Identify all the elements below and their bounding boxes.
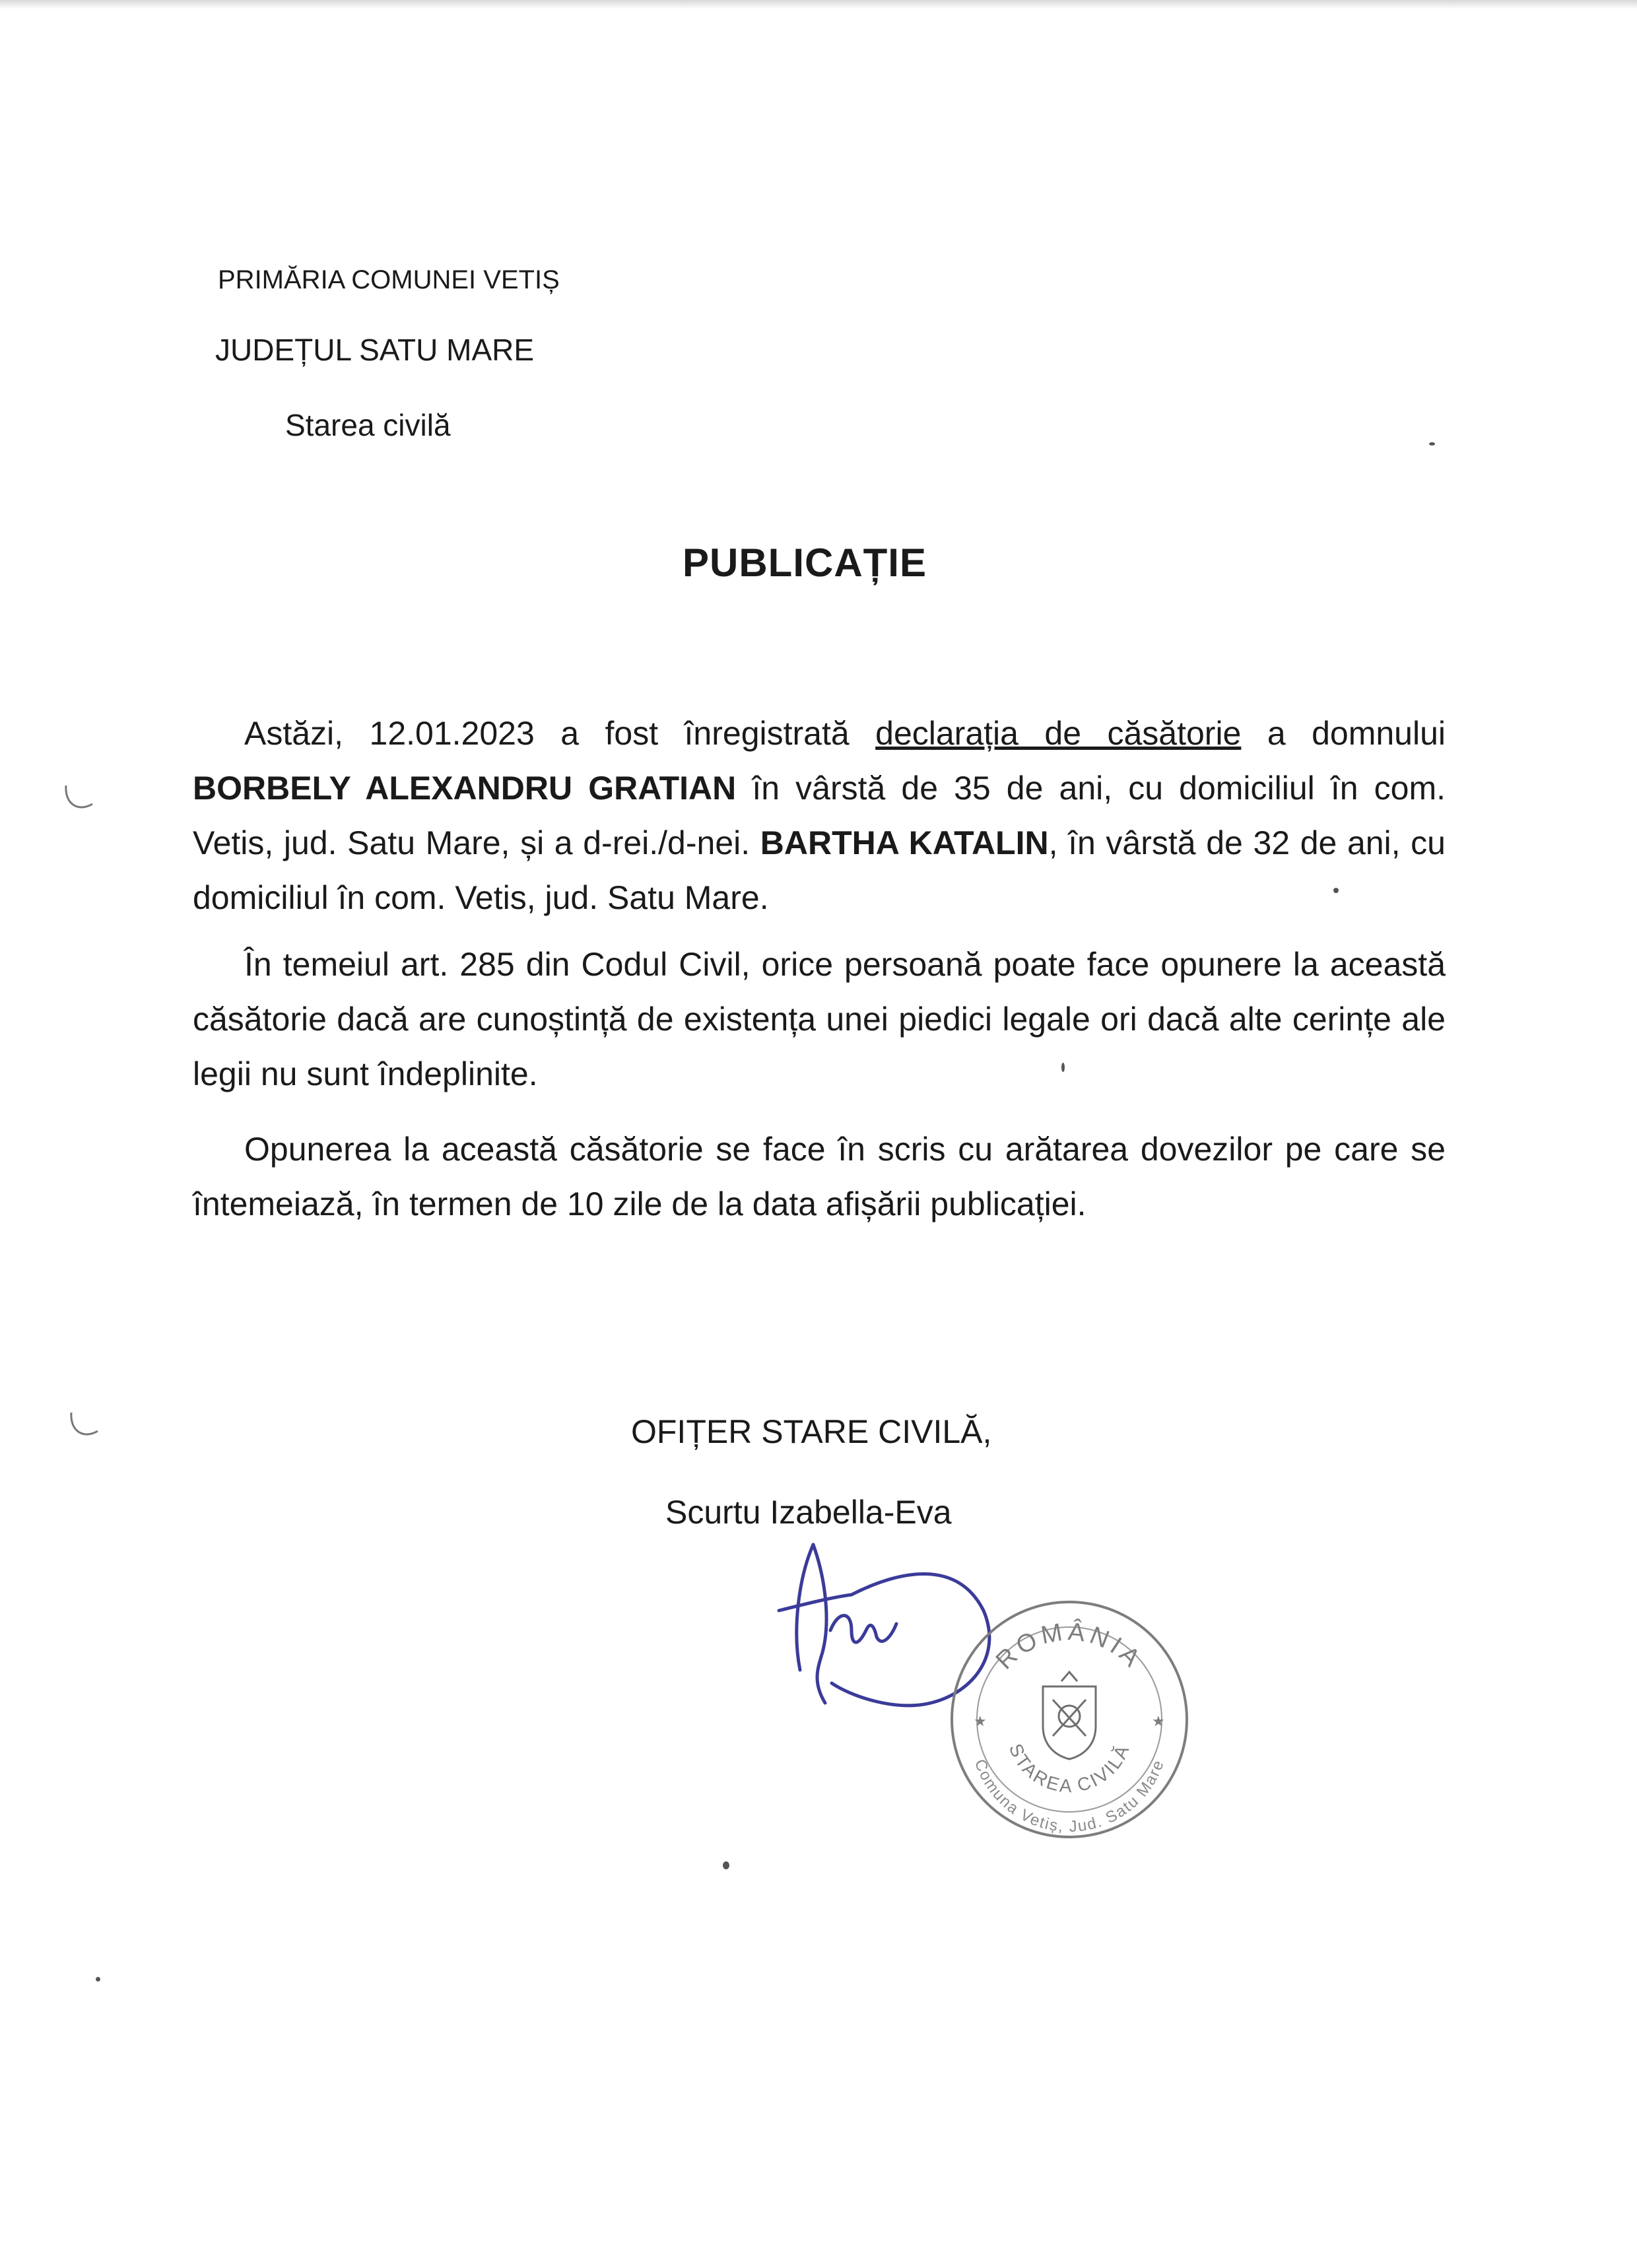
scan-speck: [723, 1861, 729, 1869]
groom-name: BORBELY ALEXANDRU GRATIAN: [193, 770, 737, 807]
scan-speck: [1333, 888, 1339, 893]
document-title: PUBLICAȚIE: [683, 541, 927, 585]
scan-speck: [1061, 1063, 1065, 1072]
paragraph-text: Astăzi, 12.01.2023 a fost înregistrată: [244, 715, 876, 752]
scan-mark: [59, 779, 99, 818]
paragraph-declaration: [193, 706, 1446, 925]
officer-role: OFIȚER STARE CIVILĂ,: [631, 1413, 992, 1450]
officer-name: Scurtu Izabella-Eva: [665, 1494, 952, 1531]
paragraph-legal-basis: În temeiul art. 285 din Codul Civil, orice persoană poate face opunere la această căsătorie dacă are cunoștință de existența unei piedici legale ori dacă alte cerințe ale legii nu sunt îndeplinite.: [193, 946, 1446, 1092]
department-name: Starea civilă: [285, 408, 451, 442]
svg-text:STAREA CIVILĂ: [1005, 1741, 1134, 1796]
scan-mark: [65, 1406, 104, 1446]
star-icon: ★: [974, 1714, 987, 1730]
scan-edge: [0, 0, 1637, 9]
stamp-bottom-text: Comuna Vetiș, Jud. Satu Mare: [970, 1756, 1168, 1836]
bride-name: BARTHA KATALIN: [760, 824, 1049, 861]
paragraph-text: a domnului: [1241, 715, 1446, 752]
svg-text:Comuna Vetiș, Jud. Satu Mare: [971, 1757, 1168, 1836]
star-icon: ★: [1152, 1714, 1165, 1730]
official-stamp: [944, 1594, 1195, 1845]
coat-of-arms-icon: [1043, 1672, 1096, 1759]
county-name: JUDEȚUL SATU MARE: [215, 333, 535, 367]
stamp-top-text: ROMÂNIA: [990, 1618, 1149, 1675]
stamp-middle-text: STAREA CIVILĂ: [1005, 1741, 1134, 1797]
institution-name: PRIMĂRIA COMUNEI VETIȘ: [218, 265, 560, 294]
paragraph-text: , în vârstă de 32 de ani, cu domiciliul în com. Vetis, jud. Satu Mare.: [193, 824, 1446, 916]
scan-speck: [96, 1977, 100, 1982]
paragraph-opposition: Opunerea la această căsătorie se face în scris cu arătarea dovezilor pe care se întemeiază, în termen de 10 zile de la data afișării publicației.: [193, 1131, 1446, 1222]
declaration-link-text: declarația de căsătorie: [875, 715, 1242, 752]
svg-text:ROMÂNIA: [991, 1617, 1148, 1675]
scan-speck: [1429, 442, 1435, 446]
paragraph-text: în vârstă de 35 de ani, cu domiciliul în com. Vetis, jud. Satu Mare, și a d-rei./d-nei.: [193, 770, 1446, 861]
